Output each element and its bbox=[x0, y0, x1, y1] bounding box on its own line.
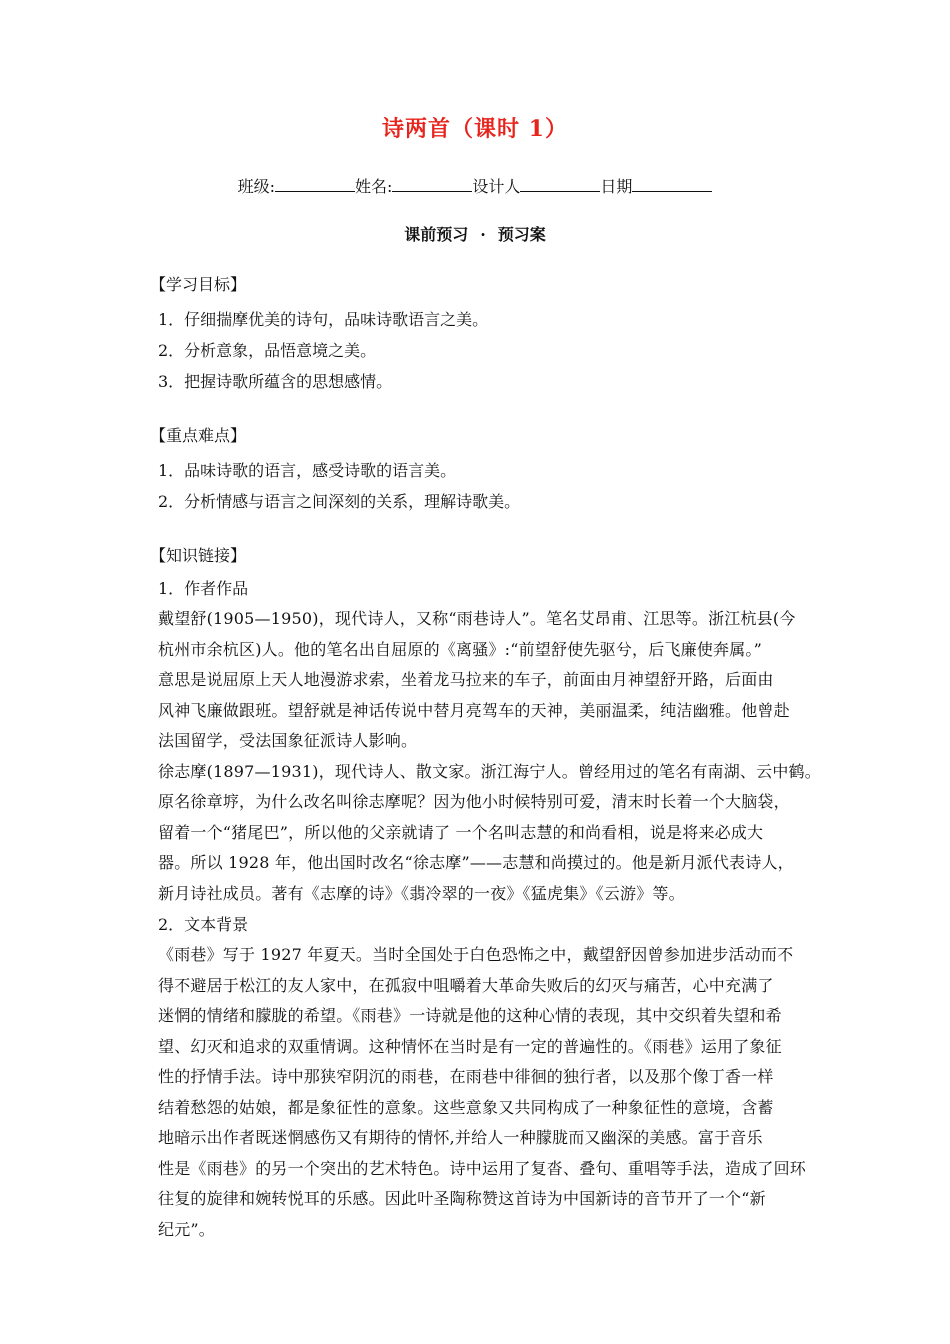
paragraph-line: 意思是说屈原上天人地漫游求索，坐着龙马拉来的车子，前面由月神望舒开路，后面由 bbox=[158, 670, 774, 689]
background-paragraph bbox=[158, 940, 807, 1245]
goal-item: 3．把握诗歌所蕴含的思想感情。 bbox=[158, 372, 393, 391]
paragraph-line: 纪元”。 bbox=[158, 1219, 215, 1239]
subtitle-right: 预习案 bbox=[497, 225, 546, 244]
paragraph-line: 性是《雨巷》的另一个突出的艺术特色。诗中运用了复沓、叠句、重唱等手法，造成了回环 bbox=[158, 1158, 807, 1178]
date-blank bbox=[632, 177, 712, 192]
subtitle-separator: · bbox=[480, 225, 486, 244]
paragraph-line: 结着愁怨的姑娘，都是象征性的意象。这些意象又共同构成了一种象征性的意境，含蓄 bbox=[158, 1097, 774, 1117]
goal-item: 2．分析意象，品悟意境之美。 bbox=[158, 341, 377, 360]
paragraph-line: 法国留学，受法国象征派诗人影响。 bbox=[158, 731, 418, 750]
name-blank bbox=[392, 177, 472, 192]
paragraph-line: 戴望舒(1905—1950)，现代诗人，又称“雨巷诗人”。笔名艾昂甫、江思等。浙江杭县(今 bbox=[158, 609, 796, 628]
paragraph-line: 风神飞廉做跟班。望舒就是神话传说中替月亮驾车的天神，美丽温柔，纯洁幽雅。他曾赴 bbox=[158, 700, 790, 720]
author-works-heading: 1．作者作品 bbox=[158, 579, 249, 598]
paragraph-line: 杭州市余杭区)人。他的笔名出自屈原的《离骚》:“前望舒使先驱兮，后飞廉使奔属。” bbox=[158, 639, 762, 659]
paragraph-line: 《雨巷》写于 1927 年夏天。当时全国处于白色恐怖之中，戴望舒因曾参加进步活动而不 bbox=[158, 945, 794, 964]
name-label: 姓名: bbox=[354, 177, 393, 196]
knowledge-heading: 【知识链接】 bbox=[150, 546, 247, 565]
paragraph-line: 新月诗社成员。著有《志摩的诗》《翡冷翠的一夜》《猛虎集》《云游》等。 bbox=[158, 883, 685, 903]
paragraph-line: 得不避居于松江的友人家中，在孤寂中咀嚼着大革命失败后的幻灭与痛苦，心中充满了 bbox=[158, 975, 774, 995]
key-point-item: 1．品味诗歌的语言，感受诗歌的语言美。 bbox=[158, 461, 457, 480]
section-subtitle bbox=[0, 222, 950, 245]
paragraph-line: 徐志摩(1897—1931)，现代诗人、散文家。浙江海宁人。曾经用过的笔名有南湖、云中鹤。 bbox=[158, 761, 821, 781]
class-blank bbox=[275, 177, 355, 192]
page-title: 诗两首（课时 1） bbox=[382, 116, 568, 142]
goal-item: 1．仔细揣摩优美的诗句，品味诗歌语言之美。 bbox=[158, 310, 489, 329]
subtitle-left: 课前预习 bbox=[404, 225, 469, 244]
goals-heading: 【学习目标】 bbox=[150, 275, 247, 294]
paragraph-line: 望、幻灭和追求的双重情调。这种情怀在当时是有一定的普遍性的。《雨巷》运用了象征 bbox=[158, 1036, 782, 1056]
paragraph-line: 地暗示出作者既迷惘感伤又有期待的情怀,并给人一种朦胧而又幽深的美感。富于音乐 bbox=[158, 1128, 763, 1147]
paragraph-line: 往复的旋律和婉转悦耳的乐感。因此叶圣陶称赞这首诗为中国新诗的音节开了一个“新 bbox=[158, 1189, 766, 1208]
dai-wangshu-paragraph bbox=[158, 604, 800, 757]
designer-label: 设计人 bbox=[472, 177, 521, 196]
class-label: 班级: bbox=[237, 177, 275, 196]
paragraph-line: 器。所以 1928 年，他出国时改名“徐志摩”——志慧和尚摸过的。他是新月派代表诗人， bbox=[158, 853, 794, 872]
text-background-heading: 2．文本背景 bbox=[158, 915, 249, 934]
paragraph-line: 迷惘的情绪和朦胧的希望。《雨巷》一诗就是他的这种心情的表现，其中交织着失望和希 bbox=[158, 1006, 782, 1025]
main-content bbox=[150, 270, 821, 1245]
date-label: 日期 bbox=[600, 177, 633, 196]
designer-blank bbox=[520, 177, 600, 192]
paragraph-line: 留着一个“猪尾巴”，所以他的父亲就请了 一个名叫志慧的和尚看相，说是将来必成大 bbox=[158, 822, 764, 842]
paragraph-line: 性的抒情手法。诗中那狭窄阴沉的雨巷，在雨巷中徘徊的独行者，以及那个像丁香一样 bbox=[158, 1067, 774, 1086]
xu-zhimo-paragraph bbox=[158, 757, 821, 910]
key-points-heading: 【重点难点】 bbox=[150, 426, 247, 445]
key-point-item: 2．分析情感与语言之间深刻的关系，理解诗歌美。 bbox=[158, 492, 521, 511]
student-info-line bbox=[0, 174, 950, 197]
paragraph-line: 原名徐章垿，为什么改名叫徐志摩呢？因为他小时候特别可爱，清末时长着一个大脑袋， bbox=[158, 792, 790, 811]
